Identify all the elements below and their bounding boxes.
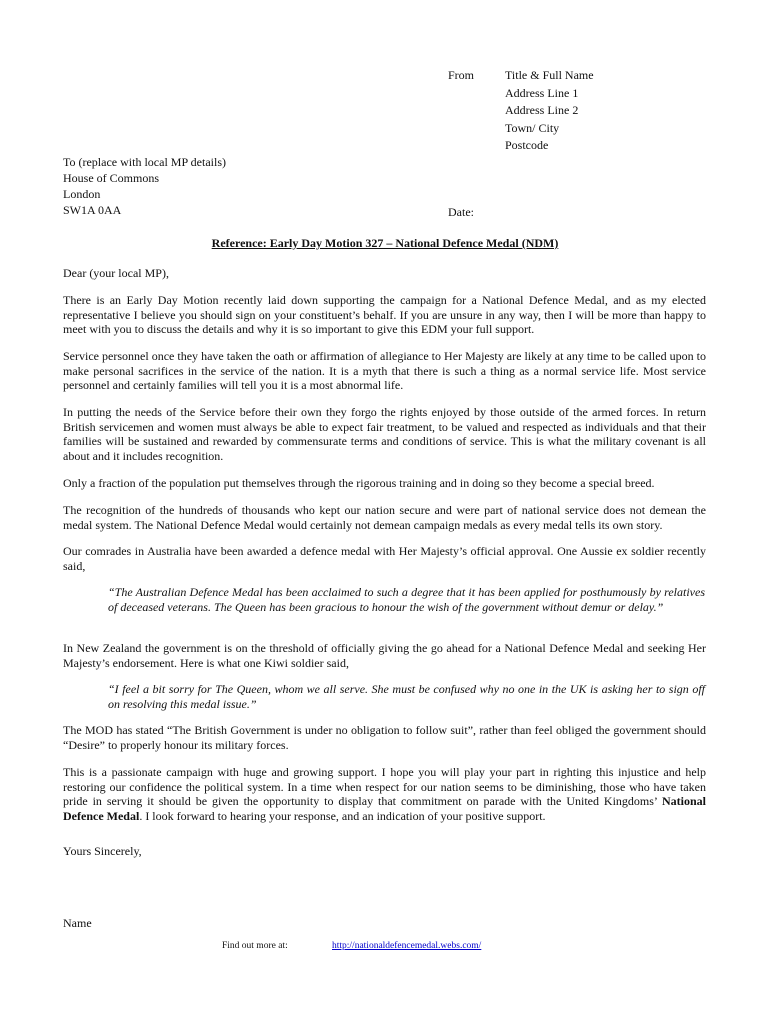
paragraph-9-start: This is a passionate campaign with huge and growing support. I hope you will play your part in righting this injustice and help restoring our confidence the political system. In a time when respect for our nation seems to be diminishing, those who have taken pride in serving it should be given the opportunity to display that commitment on parade with the United Kingdoms’: [63, 765, 706, 809]
quote-australia: “The Australian Defence Medal has been acclaimed to such a degree that it has been applied for posthumously by relatives of deceased veterans. The Queen has been gracious to honour the wish of the government without demur or delay.”: [108, 585, 705, 614]
signature-name: Name: [63, 916, 92, 930]
recipient-line: London: [63, 187, 101, 201]
quote-new-zealand: “I feel a bit sorry for The Queen, whom we all serve. She must be confused why no one in the UK is asking her to sign off on resolving this medal issue.”: [108, 682, 705, 711]
footer-label: Find out more at:: [222, 941, 288, 951]
paragraph-4: Only a fraction of the population put themselves through the rigorous training and in doing so they become a special breed.: [63, 476, 655, 490]
footer-link[interactable]: http://nationaldefencemedal.webs.com/: [332, 941, 482, 951]
sender-name: Title & Full Name: [505, 68, 594, 82]
paragraph-6: Our comrades in Australia have been awarded a defence medal with Her Majesty’s official approval. One Aussie ex soldier recently said,: [63, 544, 706, 573]
paragraph-7: In New Zealand the government is on the threshold of officially giving the go ahead for a National Defence Medal and seeking Her Majesty’s endorsement. Here is what one Kiwi soldier said,: [63, 641, 706, 670]
sender-postcode: Postcode: [505, 138, 549, 152]
sender-address-line-1: Address Line 1: [505, 85, 579, 100]
salutation: Dear (your local MP),: [63, 266, 169, 280]
paragraph-3: In putting the needs of the Service before their own they forgo the rights enjoyed by those outside of the armed forces. In return British servicemen and women must always be able to expect fair treatment, to be valued and respected as individuals and that their families will be sustained and rewarded by commensurate terms and conditions of service. This is what the military covenant is all about and it includes recognition.: [63, 405, 706, 463]
recipient-line: House of Commons: [63, 171, 159, 185]
paragraph-5: The recognition of the hundreds of thousands who kept our nation secure and were part of national service does not demean the medal system. The National Defence Medal would certainly not demean campaign medals as every medal tells its own story.: [63, 503, 706, 532]
paragraph-9: [63, 765, 706, 823]
sender-town: Town/ City: [505, 120, 560, 135]
paragraph-2: Service personnel once they have taken the oath or affirmation of allegiance to Her Majesty are likely at any time to be called upon to make personal sacrifices in the service of the nation. It is a myth that there is such a thing as a normal service life. Most service personnel and certainly families will tell you it is a most abnormal life.: [63, 349, 706, 393]
recipient-address: [63, 155, 226, 219]
sender-address-line-2: Address Line 2: [505, 103, 579, 117]
paragraph-9-end: . I look forward to hearing your response, and an indication of your positive support.: [139, 808, 546, 823]
reference-heading: Reference: Early Day Motion 327 – National Defence Medal (NDM): [211, 236, 559, 250]
paragraph-8: The MOD has stated “The British Government is under no obligation to follow suit”, rather than feel obliged the government should “Desire” to properly honour its military forces.: [63, 723, 706, 752]
date-label: Date:: [448, 205, 474, 219]
from-label: From: [448, 68, 475, 82]
closing: Yours Sincerely,: [63, 844, 142, 858]
sender-address: [505, 68, 594, 156]
national-defence-medal-bold: National Defence Medal: [63, 794, 706, 823]
paragraph-1: There is an Early Day Motion recently laid down supporting the campaign for a National Defence Medal, and as my elected representative I believe you should sign on your constituent’s behalf. If you are unsure in any way, then I will be more than happy to meet with you to discuss the details and why it is so important to give this EDM your full support.: [63, 293, 706, 337]
recipient-line: To (replace with local MP details): [63, 155, 226, 169]
recipient-line: SW1A 0AA: [63, 203, 122, 217]
